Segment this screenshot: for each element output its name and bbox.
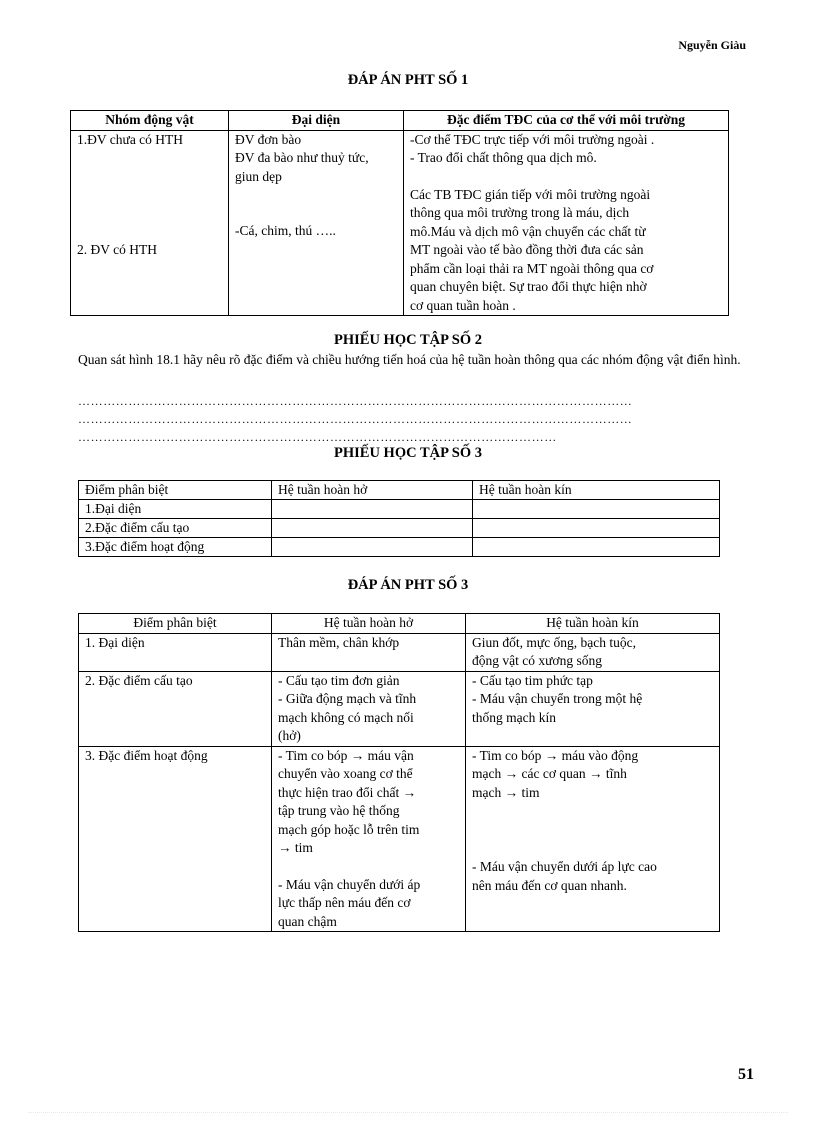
closed-act-line-5: nên máu đến cơ quan nhanh.	[472, 877, 627, 893]
animal-group-cell	[71, 130, 229, 316]
table-row	[79, 746, 720, 932]
feature-line-6: MT ngoài vào tế bào đồng thời đưa các sản	[410, 242, 644, 257]
table-header-row	[79, 614, 720, 634]
feature-line-9: cơ quan tuần hoàn .	[410, 297, 516, 313]
rep-line-3: giun dẹp	[235, 168, 282, 184]
closed-act-line-1: - Tim co bóp → máu vào động	[472, 747, 639, 763]
table-row	[79, 500, 720, 519]
feature-cell	[404, 130, 729, 316]
worksheet-table-3	[78, 480, 720, 557]
table-row	[71, 130, 729, 316]
open-struct-line-2: - Giữa động mạch và tĩnh	[278, 691, 417, 706]
section3-title: PHIẾU HỌC TẬP SỐ 3	[334, 445, 482, 461]
header-distinguishing-point: Điểm phân biệt	[79, 614, 272, 634]
footer-rule	[28, 1112, 788, 1113]
closed-rep-line-2: động vật có xương sống	[472, 653, 602, 668]
blank-cell[interactable]	[473, 538, 720, 557]
open-act-line-7: - Máu vận chuyển dưới áp	[278, 876, 421, 892]
open-representative-cell	[272, 633, 466, 671]
feature-line-1: -Cơ thể TĐC trực tiếp với môi trường ngoài .	[410, 131, 655, 147]
header-closed-circulation: Hệ tuần hoàn kín	[466, 614, 720, 634]
closed-struct-line-1: - Cấu tạo tim phức tạp	[472, 672, 593, 688]
open-activity-cell	[272, 746, 466, 932]
closed-struct-line-2: - Máu vận chuyển trong một hệ	[472, 691, 643, 706]
row-label-representative: 1. Đại diện	[79, 633, 272, 671]
blank-cell[interactable]	[272, 519, 473, 538]
header-animal-group: Nhóm động vật	[71, 111, 229, 131]
table-header-row	[79, 481, 720, 500]
closed-activity-cell	[466, 746, 720, 932]
blank-cell[interactable]	[272, 500, 473, 519]
row-label-activity: 3.Đặc điểm hoạt động	[79, 538, 272, 557]
rep-line-4: -Cá, chim, thú …..	[235, 223, 336, 238]
open-rep-line-1: Thân mềm, chân khớp	[278, 634, 400, 650]
blank-cell[interactable]	[473, 500, 720, 519]
table-row	[79, 633, 720, 671]
open-struct-line-3: mạch không có mạch nối	[278, 709, 414, 725]
table-row	[79, 519, 720, 538]
feature-line-5: mô.Máu và dịch mô vận chuyển các chất từ	[410, 223, 646, 239]
answer-dots-line-3: ……………………………………………………………………………………………………	[78, 430, 557, 444]
feature-line-8: quan chuyên biệt. Sự trao đổi thực hiện nhờ	[410, 279, 647, 294]
answer-dots-line-2: ……………………………………………………………………………………………………………………	[78, 412, 633, 426]
rep-line-2: ĐV đa bào như thuỷ tức,	[235, 150, 369, 165]
closed-act-line-4: - Máu vận chuyển dưới áp lực cao	[472, 859, 657, 874]
row-label-structure: 2. Đặc điểm cấu tạo	[79, 671, 272, 746]
row-label-activity: 3. Đặc điểm hoạt động	[79, 746, 272, 932]
page-number: 51	[738, 1066, 754, 1083]
worksheet2-question: Quan sát hình 18.1 hãy nêu rõ đặc điểm và chiều hướng tiến hoá của hệ tuần hoàn thông qua các nhóm động vật điển hình.	[78, 352, 741, 367]
blank-cell[interactable]	[473, 519, 720, 538]
header-distinguishing-point: Điểm phân biệt	[79, 481, 272, 500]
group-with-circulation: 2. ĐV có HTH	[77, 242, 157, 257]
closed-struct-line-3: thống mạch kín	[472, 709, 556, 725]
answer-table-3	[78, 613, 720, 932]
group-no-circulation: 1.ĐV chưa có HTH	[77, 131, 184, 147]
blank-cell[interactable]	[272, 538, 473, 557]
open-struct-line-1: - Cấu tạo tim đơn giản	[278, 672, 400, 688]
header-exchange-feature: Đặc điểm TĐC của cơ thể với môi trường	[404, 111, 729, 131]
author-name: Nguyễn Giàu	[678, 38, 746, 52]
open-act-line-6: → tim	[278, 840, 313, 855]
open-act-line-8: lực thấp nên máu đến cơ	[278, 895, 411, 910]
feature-line-7: phẩm cần loại thải ra MT ngoài thông qua cơ	[410, 260, 654, 276]
row-label-representative: 1.Đại diện	[79, 500, 272, 519]
closed-structure-cell	[466, 671, 720, 746]
header-open-circulation: Hệ tuần hoàn hở	[272, 614, 466, 634]
table-row	[79, 671, 720, 746]
open-act-line-9: quan chậm	[278, 913, 337, 929]
row-label-structure: 2.Đặc điểm cấu tạo	[79, 519, 272, 538]
representative-cell	[229, 130, 404, 316]
answer-dots-line-1: ……………………………………………………………………………………………………………………	[78, 394, 633, 408]
rep-line-1: ĐV đơn bào	[235, 131, 302, 147]
feature-line-2: - Trao đổi chất thông qua dịch mô.	[410, 150, 597, 165]
section4-title: ĐÁP ÁN PHT SỐ 3	[347, 577, 469, 593]
header-open-circulation: Hệ tuần hoàn hở	[272, 481, 473, 500]
header-representative: Đại diện	[229, 111, 404, 131]
open-structure-cell	[272, 671, 466, 746]
section2-title: PHIẾU HỌC TẬP SỐ 2	[334, 332, 482, 348]
feature-line-4: thông qua môi trường trong là máu, dịch	[410, 205, 630, 220]
table-header-row	[71, 111, 729, 131]
open-struct-line-4: (hở)	[278, 728, 301, 743]
open-act-line-5: mạch góp hoặc lỗ trên tim	[278, 821, 420, 837]
closed-act-line-3: mạch → tim	[472, 784, 540, 800]
open-act-line-3: thực hiện trao đổi chất →	[278, 784, 417, 800]
table-row	[79, 538, 720, 557]
section1-title: ĐÁP ÁN PHT SỐ 1	[347, 72, 469, 88]
closed-rep-line-1: Giun đốt, mực ống, bạch tuộc,	[472, 634, 637, 650]
open-act-line-2: chuyển vào xoang cơ thể	[278, 766, 413, 781]
feature-line-3: Các TB TĐC gián tiếp với môi trường ngoài	[410, 186, 651, 202]
answer-table-1	[70, 110, 729, 316]
closed-act-line-2: mạch → các cơ quan → tĩnh	[472, 766, 627, 781]
open-act-line-1: - Tim co bóp → máu vận	[278, 747, 414, 763]
header-closed-circulation: Hệ tuần hoàn kín	[473, 481, 720, 500]
closed-representative-cell	[466, 633, 720, 671]
open-act-line-4: tập trung vào hệ thống	[278, 803, 400, 818]
